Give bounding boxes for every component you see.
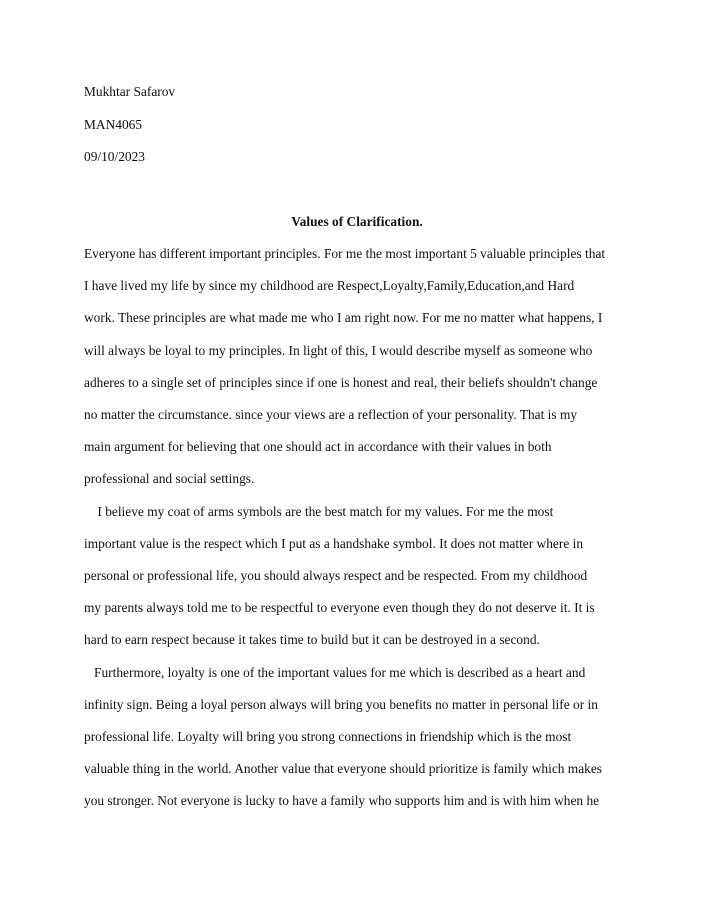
body-line: Everyone has different important principles. For me the most important 5 valuable principles that <box>84 246 606 261</box>
body-line: I believe my coat of arms symbols are the best match for my values. For me the most <box>84 504 554 519</box>
body-line: valuable thing in the world. Another value that everyone should prioritize is family which makes <box>84 761 603 776</box>
body-line: infinity sign. Being a loyal person always will bring you benefits no matter in personal life or in <box>84 697 598 712</box>
author-name: Mukhtar Safarov <box>84 84 176 99</box>
body-line: professional and social settings. <box>84 471 255 486</box>
body-line: no matter the circumstance. since your views are a reflection of your personality. That is my <box>84 407 578 422</box>
body-line: my parents always told me to be respectful to everyone even though they do not deserve it. It is <box>84 600 595 615</box>
body-line: you stronger. Not everyone is lucky to have a family who supports him and is with him when he <box>84 793 600 808</box>
body-line: I have lived my life by since my childhood are Respect,Loyalty,Family,Education,and Hard <box>84 278 575 293</box>
course-code: MAN4065 <box>84 117 143 132</box>
body-line: work. These principles are what made me who I am right now. For me no matter what happens, I <box>84 310 603 325</box>
body-line: professional life. Loyalty will bring you strong connections in friendship which is the most <box>84 729 572 744</box>
body-line: Furthermore, loyalty is one of the important values for me which is described as a heart and <box>84 665 586 680</box>
body-line: hard to earn respect because it takes time to build but it can be destroyed in a second. <box>84 632 540 647</box>
body-line: personal or professional life, you should always respect and be respected. From my childhood <box>84 568 588 583</box>
document-date: 09/10/2023 <box>84 149 146 164</box>
document-title: Values of Clarification. <box>291 214 423 229</box>
body-line: main argument for believing that one should act in accordance with their values in both <box>84 439 552 454</box>
body-line: will always be loyal to my principles. In light of this, I would describe myself as someone who <box>84 343 593 358</box>
body-line: important value is the respect which I put as a handshake symbol. It does not matter where in <box>84 536 584 551</box>
body-line: adheres to a single set of principles since if one is honest and real, their beliefs shouldn't change <box>84 375 598 390</box>
